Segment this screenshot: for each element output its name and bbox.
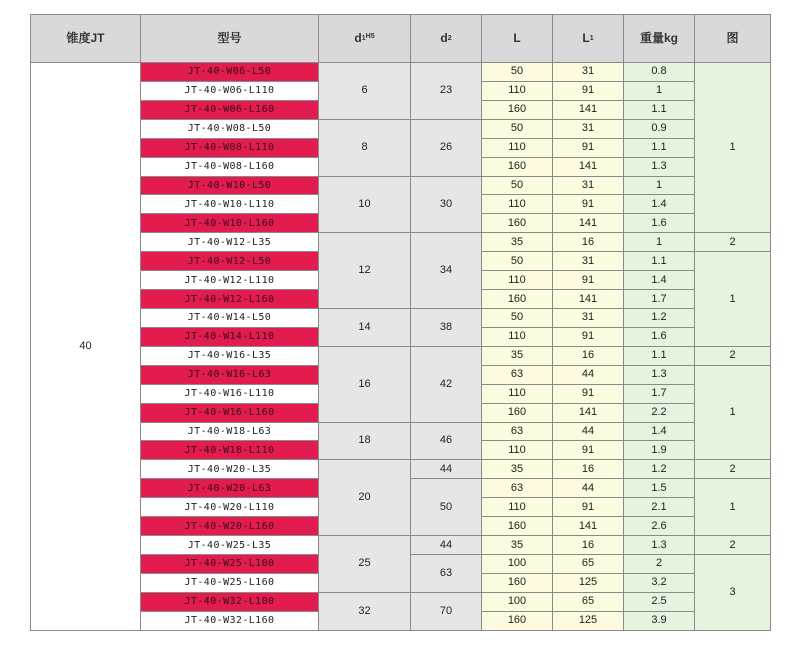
model-cell: JT-40-W08-L160 — [141, 157, 319, 176]
weight-cell: 2.6 — [624, 517, 695, 536]
model-cell: JT-40-W16-L110 — [141, 384, 319, 403]
model-cell: JT-40-W18-L63 — [141, 422, 319, 441]
weight-cell: 0.8 — [624, 63, 695, 82]
L-cell: 63 — [482, 479, 553, 498]
d2-cell: 63 — [411, 554, 482, 592]
weight-cell: 2.1 — [624, 498, 695, 517]
L-cell: 110 — [482, 81, 553, 100]
weight-cell: 1.3 — [624, 536, 695, 555]
d1-cell: 20 — [319, 460, 411, 536]
header-d1-label: d — [354, 31, 362, 45]
weight-cell: 2 — [624, 554, 695, 573]
table-row — [31, 592, 771, 611]
L1-cell: 31 — [553, 308, 624, 327]
d1-cell: 8 — [319, 119, 411, 176]
header-row — [31, 15, 771, 63]
weight-cell: 1.7 — [624, 290, 695, 309]
table-row — [31, 422, 771, 441]
L-cell: 35 — [482, 346, 553, 365]
L-cell: 110 — [482, 327, 553, 346]
L1-cell: 141 — [553, 157, 624, 176]
L1-cell: 91 — [553, 498, 624, 517]
d2-cell: 30 — [411, 176, 482, 233]
weight-cell: 2.2 — [624, 403, 695, 422]
header-d1 — [319, 15, 411, 63]
figure-cell: 1 — [695, 63, 771, 233]
L-cell: 160 — [482, 214, 553, 233]
model-cell: JT-40-W25-L160 — [141, 573, 319, 592]
table-row — [31, 233, 771, 252]
model-cell: JT-40-W20-L35 — [141, 460, 319, 479]
L1-cell: 44 — [553, 365, 624, 384]
weight-cell: 1.4 — [624, 422, 695, 441]
model-cell: JT-40-W16-L35 — [141, 346, 319, 365]
spec-table — [30, 14, 771, 631]
L1-cell: 141 — [553, 290, 624, 309]
model-cell: JT-40-W16-L63 — [141, 365, 319, 384]
L1-cell: 16 — [553, 233, 624, 252]
model-cell: JT-40-W08-L110 — [141, 138, 319, 157]
header-L1-label: L — [582, 31, 590, 45]
header-model: 型号 — [141, 15, 319, 63]
header-L1 — [553, 15, 624, 63]
L1-cell: 31 — [553, 252, 624, 271]
d2-cell: 70 — [411, 592, 482, 630]
L-cell: 160 — [482, 157, 553, 176]
weight-cell: 1.4 — [624, 271, 695, 290]
model-cell: JT-40-W12-L160 — [141, 290, 319, 309]
model-cell: JT-40-W10-L50 — [141, 176, 319, 195]
header-d1-sup: H5 — [365, 33, 375, 40]
L1-cell: 125 — [553, 573, 624, 592]
L1-cell: 44 — [553, 422, 624, 441]
L-cell: 63 — [482, 365, 553, 384]
model-cell: JT-40-W32-L160 — [141, 611, 319, 630]
model-cell: JT-40-W32-L100 — [141, 592, 319, 611]
model-cell: JT-40-W12-L50 — [141, 252, 319, 271]
weight-cell: 1.3 — [624, 157, 695, 176]
d2-cell: 38 — [411, 308, 482, 346]
d1-cell: 18 — [319, 422, 411, 460]
header-L: L — [482, 15, 553, 63]
weight-cell: 1.6 — [624, 214, 695, 233]
L1-cell: 31 — [553, 176, 624, 195]
d1-cell: 16 — [319, 346, 411, 422]
L1-cell: 16 — [553, 460, 624, 479]
L1-cell: 141 — [553, 100, 624, 119]
L1-cell: 65 — [553, 554, 624, 573]
L-cell: 35 — [482, 460, 553, 479]
d2-cell: 34 — [411, 233, 482, 309]
taper-cell: 40 — [31, 63, 141, 631]
d1-cell: 25 — [319, 536, 411, 593]
L1-cell: 16 — [553, 346, 624, 365]
L-cell: 110 — [482, 498, 553, 517]
figure-cell: 1 — [695, 479, 771, 536]
figure-cell: 2 — [695, 536, 771, 555]
figure-cell: 1 — [695, 365, 771, 460]
table-row — [31, 346, 771, 365]
table-row — [31, 119, 771, 138]
d2-cell: 23 — [411, 63, 482, 120]
L-cell: 50 — [482, 308, 553, 327]
header-figure: 图 — [695, 15, 771, 63]
L1-cell: 91 — [553, 195, 624, 214]
L-cell: 110 — [482, 138, 553, 157]
table-row — [31, 308, 771, 327]
header-L1-sub: 1 — [589, 35, 594, 42]
weight-cell: 1.1 — [624, 100, 695, 119]
header-d2-label: d — [440, 31, 448, 45]
model-cell: JT-40-W25-L35 — [141, 536, 319, 555]
model-cell: JT-40-W20-L110 — [141, 498, 319, 517]
L-cell: 160 — [482, 573, 553, 592]
L-cell: 50 — [482, 119, 553, 138]
L1-cell: 16 — [553, 536, 624, 555]
d1-cell: 32 — [319, 592, 411, 630]
d1-cell: 12 — [319, 233, 411, 309]
d1-cell: 14 — [319, 308, 411, 346]
model-cell: JT-40-W12-L110 — [141, 271, 319, 290]
L-cell: 160 — [482, 611, 553, 630]
L1-cell: 31 — [553, 63, 624, 82]
figure-cell: 2 — [695, 460, 771, 479]
header-d1-sub: 1 — [361, 35, 366, 42]
L1-cell: 31 — [553, 119, 624, 138]
d2-cell: 50 — [411, 479, 482, 536]
table-row — [31, 63, 771, 82]
d2-cell: 26 — [411, 119, 482, 176]
table-row — [31, 536, 771, 555]
figure-cell: 3 — [695, 554, 771, 630]
header-weight: 重量kg — [624, 15, 695, 63]
weight-cell: 1.6 — [624, 327, 695, 346]
weight-cell: 1.4 — [624, 195, 695, 214]
L1-cell: 91 — [553, 138, 624, 157]
weight-cell: 1 — [624, 233, 695, 252]
d2-cell: 44 — [411, 460, 482, 479]
weight-cell: 1 — [624, 176, 695, 195]
weight-cell: 3.2 — [624, 573, 695, 592]
figure-cell: 1 — [695, 252, 771, 347]
L1-cell: 65 — [553, 592, 624, 611]
L-cell: 50 — [482, 176, 553, 195]
table-row — [31, 176, 771, 195]
d2-cell: 44 — [411, 536, 482, 555]
weight-cell: 1 — [624, 81, 695, 100]
L1-cell: 91 — [553, 384, 624, 403]
weight-cell: 1.5 — [624, 479, 695, 498]
model-cell: JT-40-W14-L110 — [141, 327, 319, 346]
weight-cell: 1.1 — [624, 138, 695, 157]
figure-cell: 2 — [695, 233, 771, 252]
model-cell: JT-40-W20-L63 — [141, 479, 319, 498]
model-cell: JT-40-W06-L160 — [141, 100, 319, 119]
L-cell: 160 — [482, 403, 553, 422]
L-cell: 35 — [482, 536, 553, 555]
L-cell: 160 — [482, 290, 553, 309]
header-d2 — [411, 15, 482, 63]
model-cell: JT-40-W06-L50 — [141, 63, 319, 82]
weight-cell: 1.7 — [624, 384, 695, 403]
figure-cell: 2 — [695, 346, 771, 365]
L-cell: 110 — [482, 441, 553, 460]
table-row — [31, 460, 771, 479]
header-taper: 锥度JT — [31, 15, 141, 63]
weight-cell: 3.9 — [624, 611, 695, 630]
L1-cell: 141 — [553, 214, 624, 233]
L1-cell: 91 — [553, 441, 624, 460]
weight-cell: 0.9 — [624, 119, 695, 138]
weight-cell: 1.1 — [624, 252, 695, 271]
model-cell: JT-40-W10-L160 — [141, 214, 319, 233]
L-cell: 100 — [482, 554, 553, 573]
L1-cell: 141 — [553, 517, 624, 536]
L-cell: 35 — [482, 233, 553, 252]
L-cell: 100 — [482, 592, 553, 611]
model-cell: JT-40-W08-L50 — [141, 119, 319, 138]
d2-cell: 42 — [411, 346, 482, 422]
model-cell: JT-40-W25-L100 — [141, 554, 319, 573]
weight-cell: 2.5 — [624, 592, 695, 611]
d1-cell: 10 — [319, 176, 411, 233]
model-cell: JT-40-W12-L35 — [141, 233, 319, 252]
L-cell: 110 — [482, 384, 553, 403]
weight-cell: 1.3 — [624, 365, 695, 384]
d2-cell: 46 — [411, 422, 482, 460]
L-cell: 110 — [482, 195, 553, 214]
L-cell: 110 — [482, 271, 553, 290]
L-cell: 160 — [482, 100, 553, 119]
weight-cell: 1.1 — [624, 346, 695, 365]
L1-cell: 125 — [553, 611, 624, 630]
weight-cell: 1.2 — [624, 308, 695, 327]
L1-cell: 141 — [553, 403, 624, 422]
L1-cell: 91 — [553, 271, 624, 290]
L1-cell: 91 — [553, 327, 624, 346]
L-cell: 63 — [482, 422, 553, 441]
model-cell: JT-40-W06-L110 — [141, 81, 319, 100]
header-d2-sub: 2 — [447, 35, 452, 42]
weight-cell: 1.9 — [624, 441, 695, 460]
L1-cell: 91 — [553, 81, 624, 100]
model-cell: JT-40-W16-L160 — [141, 403, 319, 422]
L-cell: 50 — [482, 252, 553, 271]
weight-cell: 1.2 — [624, 460, 695, 479]
d1-cell: 6 — [319, 63, 411, 120]
model-cell: JT-40-W14-L50 — [141, 308, 319, 327]
L1-cell: 44 — [553, 479, 624, 498]
L-cell: 160 — [482, 517, 553, 536]
model-cell: JT-40-W10-L110 — [141, 195, 319, 214]
L-cell: 50 — [482, 63, 553, 82]
model-cell: JT-40-W20-L160 — [141, 517, 319, 536]
model-cell: JT-40-W18-L110 — [141, 441, 319, 460]
